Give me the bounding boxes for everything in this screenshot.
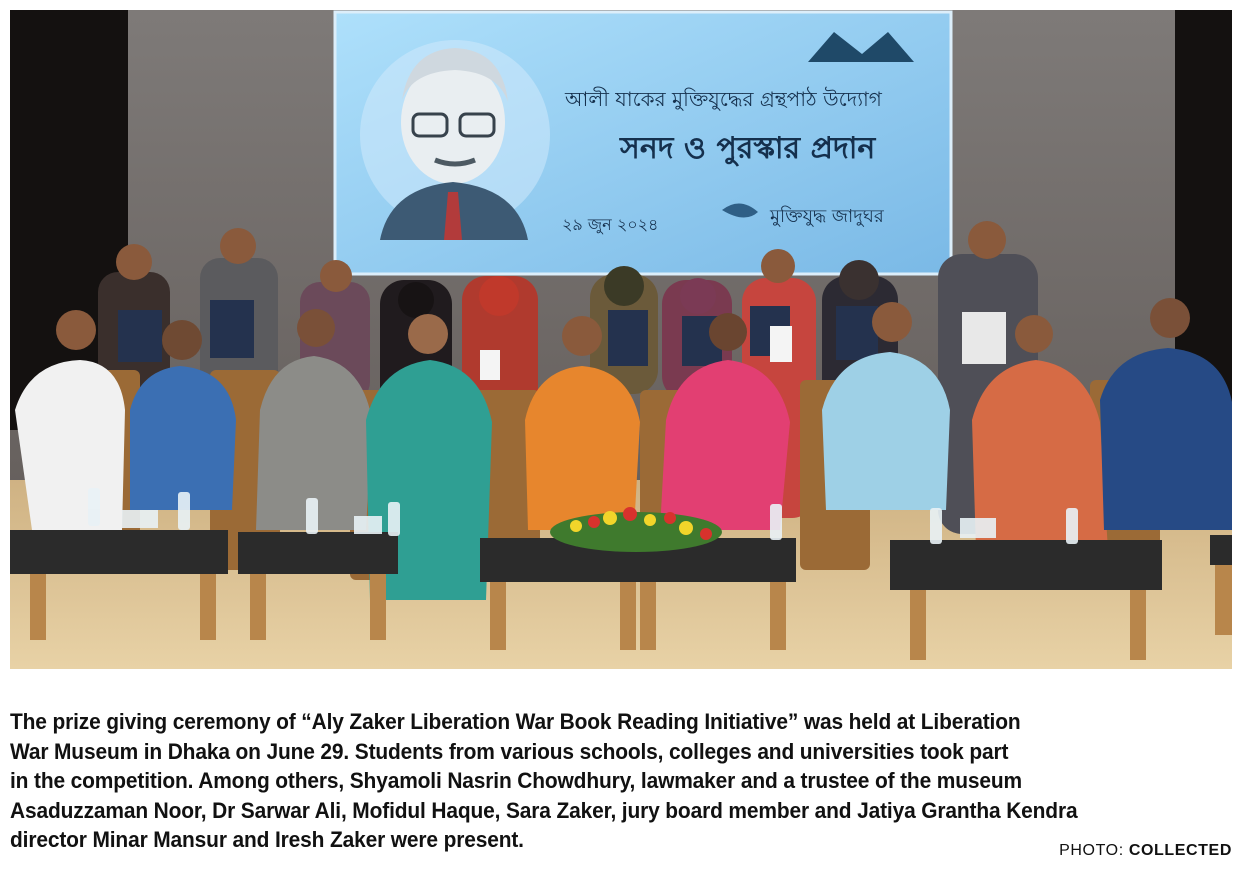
event-photo-illustration — [10, 10, 1232, 669]
slide-org: মুক্তিযুদ্ধ জাদুঘর — [770, 206, 884, 227]
photo-caption: The prize giving ceremony of “Aly Zaker Liberation War Book Reading Initiative” was held at Liberation War Museum in Dhaka on June 29. Students from various schools, colleges and universities took part in the competition. Among others, Shyamoli Nasrin Chowdhury, lawmaker and a trustee of the museum Asaduzzaman Noor, Dr Sarwar Ali, Mofidul Haque, Sara Zaker, jury board member and Jatiya Grantha Kendra director Minar Mansur and Iresh Zaker were present. — [10, 709, 1078, 852]
slide-title-line1: আলী যাকের মুক্তিযুদ্ধের গ্রন্থপাঠ উদ্যোগ — [565, 87, 882, 111]
photo-credit — [1059, 842, 1232, 860]
slide-date: ২৯ জুন ২০২৪ — [562, 215, 659, 234]
slide-title-line2: সনদ ও পুরস্কার প্রদান — [620, 131, 876, 166]
projection-slide — [335, 12, 951, 274]
photo-credit-source: COLLECTED — [1128, 842, 1232, 859]
photo-credit-label: PHOTO: — [1059, 842, 1124, 859]
event-photo — [10, 10, 1232, 669]
